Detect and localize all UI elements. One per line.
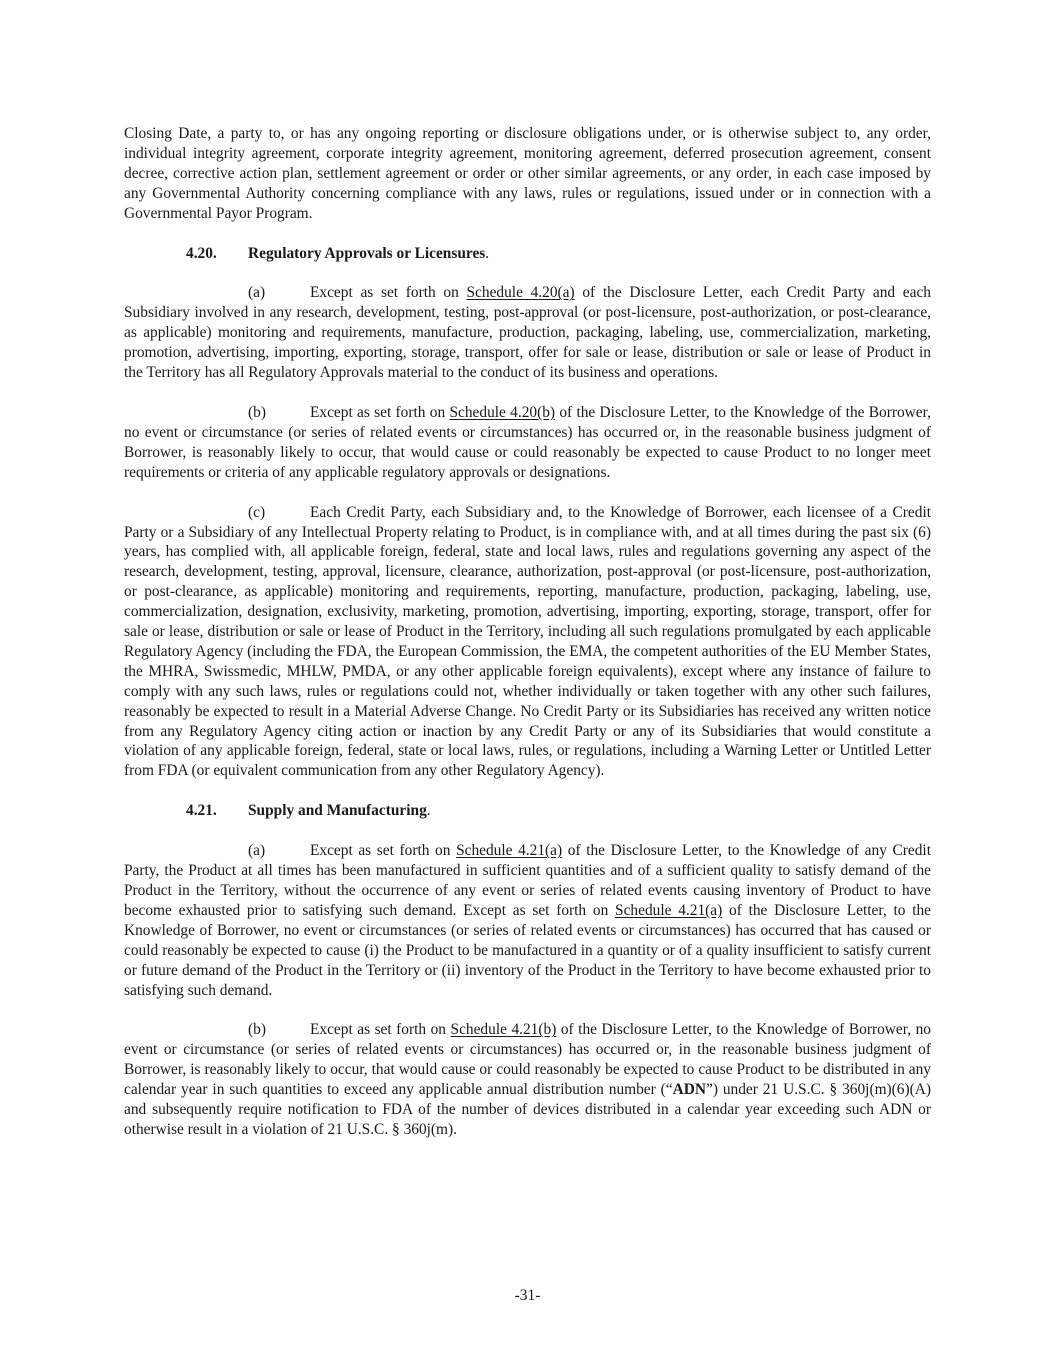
schedule-reference: Schedule 4.21(a) (456, 842, 563, 860)
document-page (124, 124, 931, 1160)
clause-label: (b) (248, 403, 266, 421)
section-title: Regulatory Approvals or Licensures (248, 244, 486, 262)
schedule-reference: Schedule 4.20(b) (449, 403, 556, 421)
section-title: Supply and Manufacturing (248, 802, 427, 820)
intro-paragraph (124, 124, 931, 224)
schedule-reference: Schedule 4.21(b) (450, 1021, 557, 1039)
clause-label: (a) (248, 842, 266, 860)
clause-label: (c) (248, 503, 266, 521)
schedule-reference: Schedule 4.21(a) (615, 901, 723, 919)
section-4-20-b: (b) Except as set forth on Schedule 4.20(b) of the Disclosure Letter, to the Knowledge of the Borrower, no event or circumstance (or series of related events or circumstances) has occurred or, in the reasonable business judgment of Borrower, is reasonably likely to occur, that would cause or could reasonably be expected to cause Product to no longer meet requirements or criteria of any applicable regulatory approvals or designations. (124, 403, 931, 481)
defined-term: ADN (672, 1081, 706, 1099)
clause-label: (a) (248, 284, 266, 302)
section-4-21-heading: 4.21. Supply and Manufacturing. (186, 802, 431, 820)
section-4-21-a: (a) Except as set forth on Schedule 4.21(a) of the Disclosure Letter, to the Knowledge of any Credit Party, the Product at all times has been manufactured in sufficient quantities and of a sufficient quality to satisfy demand of the Product in the Territory, without the occurrence of any event or series of related events causing inventory of Product to have become exhausted prior to satisfying such demand. Except as set forth on Schedule 4.21(a) of the Disclosure Letter, to the Knowledge of Borrower, no event or circumstances (or series of related events or circumstances) has occurred that has caused or could reasonably be expected to cause (i) the Product to be manufactured in a quantity or of a quality insufficient to satisfy current or future demand of the Product in the Territory or (ii) inventory of the Product in the Territory to have become exhausted prior to satisfying such demand. (124, 842, 932, 999)
page-number: -31- (514, 1287, 541, 1304)
intro-text: Closing Date, a party to, or has any ongoing reporting or disclosure obligations under, or is otherwise subject to, any order, individual integrity agreement, corporate integrity agreement, monitoring agreement, deferred prosecution agreement, consent decree, corrective action plan, settlement agreement or order or other similar agreements, or any order, in each case imposed by any Governmental Authority concerning compliance with any laws, rules or regulations, issued under or in connection with a Governmental Payor Program. (124, 125, 931, 222)
section-number: 4.20. (186, 244, 217, 262)
schedule-reference: Schedule 4.20(a) (466, 284, 575, 302)
clause-label: (b) (248, 1021, 266, 1039)
section-4-20-c: (c) Each Credit Party, each Subsidiary and, to the Knowledge of Borrower, each licensee of a Credit Party or a Subsidiary of any Intellectual Property relating to Product, is in compliance with, and at all times during the past six (6) years, has complied with, all applicable foreign, federal, state and local laws, rules and regulations governing any aspect of the research, development, testing, approval, licensure, clearance, authorization, post-approval (or post-licensure, post-authorization, or post-clearance, as applicable) monitoring and requirements, reporting, manufacture, production, packaging, labeling, use, commercialization, designation, exclusivity, marketing, promotion, advertising, importing, exporting, storage, transport, offer for sale or lease, distribution or sale or lease of Product in the Territory, including all such regulations promulgated by each applicable Regulatory Agency (including the FDA, the European Commission, the EMA, the competent authorities of the EU Member States, the MHRA, Swissmedic, MHLW, PMDA, or any other applicable foreign equivalents), except where any instance of failure to comply with any such laws, rules or regulations could not, whether individually or taken together with any other such failures, reasonably be expected to result in a Material Adverse Change. No Credit Party or its Subsidiaries has received any written notice from any Regulatory Agency citing action or inaction by any Credit Party or any of its Subsidiaries that would constitute a violation of any applicable foreign, federal, state or local laws, rules, or regulations, including a Warning Letter or Untitled Letter from FDA (or equivalent communication from any other Regulatory Agency). (124, 503, 931, 780)
section-4-20-heading: 4.20. Regulatory Approvals or Licensures. (186, 244, 490, 262)
section-number: 4.21. (186, 802, 217, 820)
section-4-20-a: (a) Except as set forth on Schedule 4.20(a) of the Disclosure Letter, each Credit Party and each Subsidiary involved in any research, development, testing, post-approval (or post-licensure, post-authorization, or post-clearance, as applicable) monitoring and requirements, manufacture, production, packaging, labeling, use, commercialization, marketing, promotion, advertising, importing, exporting, storage, transport, offer for sale or lease, distribution or sale or lease of Product in the Territory has all Regulatory Approvals material to the conduct of its business and operations. (124, 284, 931, 382)
section-4-21-b: (b) Except as set forth on Schedule 4.21(b) of the Disclosure Letter, to the Knowledge of Borrower, no event or circumstance (or series of related events or circumstances) has occurred or, in the reasonable business judgment of Borrower, is reasonably likely to occur, that would cause or could reasonably be expected to cause Product to be distributed in any calendar year in such quantities to exceed any applicable annual distribution number (“ADN”) under 21 U.S.C. § 360j(m)(6)(A) and subsequently require notification to FDA of the number of devices distributed in a calendar year exceeding such ADN or otherwise result in a violation of 21 U.S.C. § 360j(m). (124, 1021, 931, 1138)
